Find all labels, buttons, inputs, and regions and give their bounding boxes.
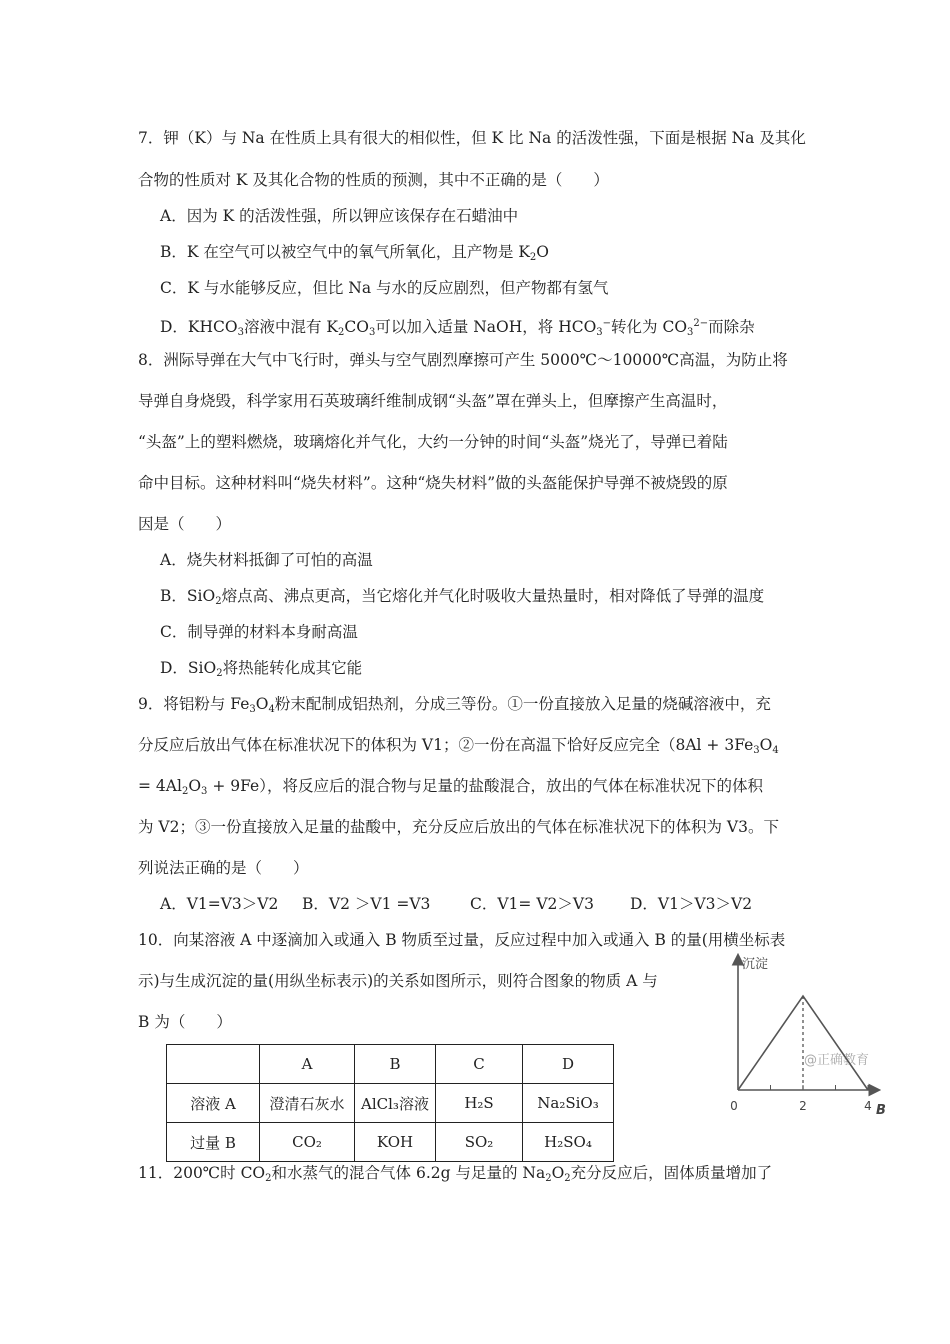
- q9-stem-line3: = $4Al_2O_3 + 9Fe$），将反应后的混合物与足量的盐酸混合，放出的气体在标准状况下的体积: [138, 777, 763, 797]
- y-axis-label: 沉淀: [742, 957, 769, 972]
- q8-stem-line4: 命中目标。这种材料叫“烧失材料”。这种“烧失材料”做的头盔能保护导弹不被烧毁的原: [138, 474, 728, 492]
- q8-option-c: C．制导弹的材料本身耐高温: [160, 623, 358, 641]
- table-row-label: 溶液 A: [167, 1084, 260, 1123]
- q8-stem-line2: 导弹自身烧毁，科学家用石英玻璃纤维制成钢“头盔”罩在弹头上，但摩擦产生高温时，: [138, 392, 728, 410]
- watermark: @正确教育: [804, 1053, 870, 1068]
- table-cell: H₂SO₄: [523, 1123, 614, 1162]
- q7-option-c: C．K 与水能够反应，但比 Na 与水的反应剧烈，但产物都有氢气: [160, 279, 609, 297]
- table-cell: SO₂: [436, 1123, 523, 1162]
- q8-option-b: B．SiO$_2$熔点高、沸点更高，当它熔化并气化时吸收大量热量时，相对降低了导弹的温度: [160, 587, 765, 607]
- tick-label-2: 2: [799, 1099, 807, 1113]
- table-header-a: A: [260, 1045, 355, 1084]
- q7-option-d: D．$KHCO_3$溶液中混有 $K_2CO_3$可以加入适量 NaOH，将 $HCO_3^-$转化为 $CO_3^{2-}$而除杂: [160, 318, 755, 338]
- q11-stem-line1: 11．200℃时 $CO_2$和水蒸气的混合气体 6.2g 与足量的 $Na_2O_2$充分反应后，固体质量增加了: [138, 1164, 773, 1184]
- q9-stem-line4: 为 V2；③一份直接放入足量的盐酸中，充分反应后放出的气体在标准状况下的体积为 V3。下: [138, 818, 779, 836]
- q8-stem-line1: 8．洲际导弹在大气中飞行时，弹头与空气剧烈摩擦可产生 5000℃～10000℃高温，为防止将: [138, 351, 788, 369]
- q10-chart: [718, 944, 898, 1124]
- q10-stem-line2: 示)与生成沉淀的量(用纵坐标表示)的关系如图所示，则符合图象的物质 A 与: [138, 972, 658, 990]
- table-cell: KOH: [355, 1123, 436, 1162]
- q9-option-a: A．V1=V3＞V2: [160, 895, 279, 913]
- q10-stem-line3: B 为（ ）: [138, 1013, 232, 1031]
- q8-stem-line5: 因是（ ）: [138, 515, 232, 533]
- table-header-row: [167, 1045, 614, 1084]
- table-row: [167, 1084, 614, 1123]
- q9-stem-line2: 分反应后放出气体在标准状况下的体积为 V1；②一份在高温下恰好反应完全（$8Al + 3Fe_3O_4$: [138, 736, 779, 756]
- table-header-b: B: [355, 1045, 436, 1084]
- q9-stem-line5: 列说法正确的是（ ）: [138, 859, 309, 877]
- table-row-label: 过量 B: [167, 1123, 260, 1162]
- q10-stem-line1: 10．向某溶液 A 中逐滴加入或通入 B 物质至过量，反应过程中加入或通入 B 的量(用横坐标表: [138, 931, 786, 949]
- table-cell: [167, 1045, 260, 1084]
- table-cell: CO₂: [260, 1123, 355, 1162]
- q7-option-b: B．K 在空气可以被空气中的氧气所氧化，且产物是 $K_2O$: [160, 243, 549, 263]
- tick-label-4: 4: [864, 1099, 872, 1113]
- q9-stem-line1: 9．将铝粉与 $Fe_3O_4$粉末配制成铝热剂，分成三等份。①一份直接放入足量的烧碱溶液中，充: [138, 695, 771, 715]
- table-cell: 澄清石灰水: [260, 1084, 355, 1123]
- table-row: [167, 1123, 614, 1162]
- q8-option-a: A．烧失材料抵御了可怕的高温: [160, 551, 373, 569]
- table-cell: H₂S: [436, 1084, 523, 1123]
- q8-stem-line3: “头盔”上的塑料燃烧，玻璃熔化并气化，大约一分钟的时间“头盔”烧光了，导弹已着陆: [138, 433, 728, 451]
- x-axis-label: B: [876, 1103, 886, 1118]
- table-header-c: C: [436, 1045, 523, 1084]
- q7-option-a: A．因为 K 的活泼性强，所以钾应该保存在石蜡油中: [160, 207, 519, 225]
- q9-option-d: D．V1＞V3＞V2: [630, 895, 753, 913]
- table-cell: AlCl₃溶液: [355, 1084, 436, 1123]
- tick-label-0: 0: [730, 1099, 738, 1113]
- table-cell: Na₂SiO₃: [523, 1084, 614, 1123]
- q9-option-c: C．V1= V2＞V3: [470, 895, 594, 913]
- table-header-d: D: [523, 1045, 614, 1084]
- q7-stem-line1: 7．钾（K）与 Na 在性质上具有很大的相似性，但 K 比 Na 的活泼性强，下面是根据 Na 及其化: [138, 129, 806, 147]
- q10-table: [166, 1044, 614, 1162]
- q7-stem-line2: 合物的性质对 K 及其化合物的性质的预测，其中不正确的是（ ）: [138, 171, 609, 189]
- q8-option-d: D．SiO$_2$将热能转化成其它能: [160, 659, 363, 679]
- q9-option-b: B．V2 ＞V1 =V3: [302, 895, 431, 913]
